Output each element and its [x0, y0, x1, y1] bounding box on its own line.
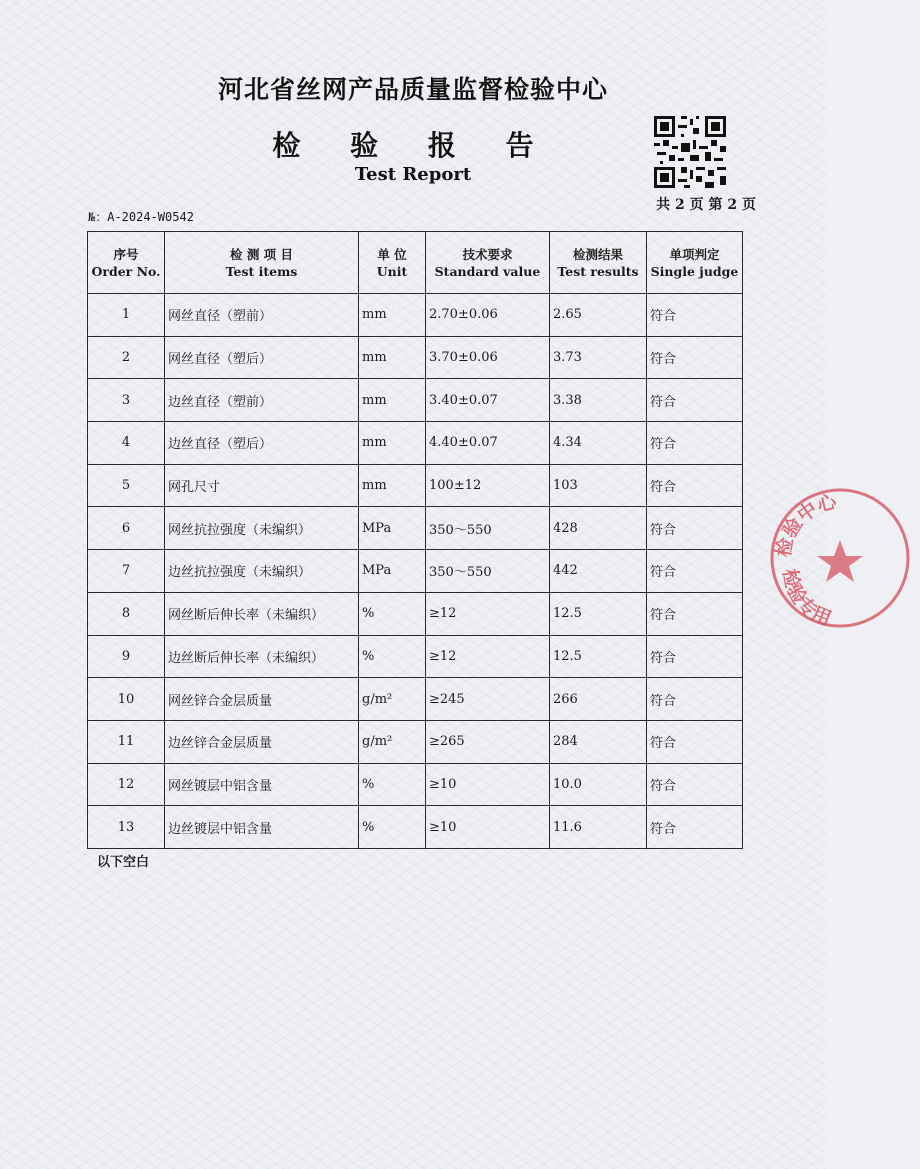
cell-test-result: 2.65 — [550, 294, 647, 337]
cell-standard-value: ≥12 — [426, 592, 550, 635]
cell-order-no: 13 — [88, 806, 165, 849]
cell-test-item: 网丝直径（塑前） — [165, 294, 359, 337]
cell-unit: mm — [359, 336, 426, 379]
cell-judgement: 符合 — [647, 720, 743, 763]
table-row — [88, 763, 743, 806]
cell-test-item: 边丝抗拉强度（未编织） — [165, 550, 359, 593]
cell-test-item: 网丝抗拉强度（未编织） — [165, 507, 359, 550]
cell-order-no: 8 — [88, 592, 165, 635]
table-row — [88, 464, 743, 507]
cell-test-result: 12.5 — [550, 635, 647, 678]
cell-test-item: 边丝直径（塑前） — [165, 379, 359, 422]
cell-judgement: 符合 — [647, 635, 743, 678]
header-en: Test results — [557, 263, 639, 279]
cell-order-no: 2 — [88, 336, 165, 379]
header-cn: 序号 — [113, 246, 139, 262]
cell-judgement: 符合 — [647, 592, 743, 635]
test-results-table — [87, 231, 743, 849]
cell-test-item: 网丝锌合金层质量 — [165, 678, 359, 721]
header-en: Standard value — [434, 263, 541, 279]
header-en: Order No. — [91, 263, 161, 279]
table-row — [88, 592, 743, 635]
table-row — [88, 379, 743, 422]
cell-judgement: 符合 — [647, 678, 743, 721]
header-cn: 单 位 — [377, 246, 407, 262]
cell-test-result: 3.38 — [550, 379, 647, 422]
cell-order-no: 12 — [88, 763, 165, 806]
seal-text-bottom: 检验专用 — [778, 567, 835, 631]
cell-test-result: 442 — [550, 550, 647, 593]
cell-test-result: 3.73 — [550, 336, 647, 379]
table-row — [88, 550, 743, 593]
qr-code-icon — [654, 116, 726, 188]
table-row — [88, 422, 743, 465]
cell-unit: % — [359, 592, 426, 635]
cell-unit: mm — [359, 294, 426, 337]
cell-standard-value: ≥10 — [426, 806, 550, 849]
cell-judgement: 符合 — [647, 763, 743, 806]
cell-judgement: 符合 — [647, 464, 743, 507]
cell-standard-value: 350～550 — [426, 507, 550, 550]
cell-judgement: 符合 — [647, 294, 743, 337]
table-row — [88, 507, 743, 550]
cell-order-no: 10 — [88, 678, 165, 721]
cell-test-result: 266 — [550, 678, 647, 721]
cell-standard-value: 2.70±0.06 — [426, 294, 550, 337]
header-unit — [359, 232, 426, 294]
cell-test-result: 10.0 — [550, 763, 647, 806]
header-en: Single judge — [650, 263, 739, 279]
cell-unit: MPa — [359, 550, 426, 593]
cell-order-no: 5 — [88, 464, 165, 507]
cell-test-result: 428 — [550, 507, 647, 550]
cell-standard-value: 3.70±0.06 — [426, 336, 550, 379]
cell-test-item: 边丝锌合金层质量 — [165, 720, 359, 763]
cell-standard-value: 350～550 — [426, 550, 550, 593]
cell-unit: mm — [359, 379, 426, 422]
table-row — [88, 336, 743, 379]
table-row — [88, 806, 743, 849]
cell-standard-value: ≥245 — [426, 678, 550, 721]
cell-order-no: 1 — [88, 294, 165, 337]
cell-test-item: 边丝断后伸长率（未编织） — [165, 635, 359, 678]
table-row — [88, 678, 743, 721]
cell-standard-value: ≥265 — [426, 720, 550, 763]
page-info: 共 2 页 第 2 页 — [656, 197, 756, 213]
report-title-cn: 检 验 报 告 — [272, 129, 554, 162]
table-header-row — [88, 232, 743, 294]
header-cn: 检测结果 — [572, 246, 623, 262]
header-test-results — [550, 232, 647, 294]
cell-judgement: 符合 — [647, 507, 743, 550]
cell-unit: % — [359, 763, 426, 806]
blank-below-note: 以下空白 — [97, 855, 150, 870]
header-en: Test items — [225, 263, 298, 279]
table-row — [88, 635, 743, 678]
cell-unit: % — [359, 806, 426, 849]
cell-judgement: 符合 — [647, 550, 743, 593]
cell-order-no: 7 — [88, 550, 165, 593]
cell-standard-value: 100±12 — [426, 464, 550, 507]
seal-star-icon — [817, 540, 863, 582]
seal-text-top: 检验中心 — [772, 490, 839, 559]
cell-judgement: 符合 — [647, 379, 743, 422]
header-order-no — [88, 232, 165, 294]
cell-unit: mm — [359, 464, 426, 507]
cell-standard-value: 3.40±0.07 — [426, 379, 550, 422]
cell-unit: g/m² — [359, 678, 426, 721]
cell-order-no: 6 — [88, 507, 165, 550]
header-cn: 技术要求 — [462, 246, 513, 262]
header-single-judge — [647, 232, 743, 294]
header-test-items — [165, 232, 359, 294]
organization-title: 河北省丝网产品质量监督检验中心 — [217, 75, 608, 104]
cell-unit: % — [359, 635, 426, 678]
cell-test-result: 11.6 — [550, 806, 647, 849]
cell-test-result: 103 — [550, 464, 647, 507]
cell-judgement: 符合 — [647, 806, 743, 849]
header-en: Unit — [376, 263, 408, 279]
cell-standard-value: ≥10 — [426, 763, 550, 806]
cell-standard-value: ≥12 — [426, 635, 550, 678]
table-row — [88, 720, 743, 763]
header-cn: 单项判定 — [669, 246, 720, 262]
cell-test-result: 4.34 — [550, 422, 647, 465]
cell-judgement: 符合 — [647, 336, 743, 379]
cell-test-result: 284 — [550, 720, 647, 763]
cell-test-result: 12.5 — [550, 592, 647, 635]
cell-test-item: 网孔尺寸 — [165, 464, 359, 507]
cell-order-no: 3 — [88, 379, 165, 422]
cell-test-item: 网丝断后伸长率（未编织） — [165, 592, 359, 635]
cell-test-item: 网丝镀层中铝含量 — [165, 763, 359, 806]
cell-order-no: 9 — [88, 635, 165, 678]
header-standard-value — [426, 232, 550, 294]
cell-test-item: 边丝直径（塑后） — [165, 422, 359, 465]
cell-order-no: 11 — [88, 720, 165, 763]
cell-standard-value: 4.40±0.07 — [426, 422, 550, 465]
cell-unit: MPa — [359, 507, 426, 550]
header-cn: 检 测 项 目 — [229, 246, 294, 262]
svg-text:检验专用 — [778, 567, 834, 630]
cell-test-item: 网丝直径（塑后） — [165, 336, 359, 379]
report-number: №：A-2024-W0542 — [88, 210, 194, 224]
table-row — [88, 294, 743, 337]
inspection-seal — [760, 478, 920, 638]
cell-test-item: 边丝镀层中铝含量 — [165, 806, 359, 849]
cell-judgement: 符合 — [647, 422, 743, 465]
report-title-en: Test Report — [354, 164, 472, 185]
cell-order-no: 4 — [88, 422, 165, 465]
cell-unit: g/m² — [359, 720, 426, 763]
cell-unit: mm — [359, 422, 426, 465]
